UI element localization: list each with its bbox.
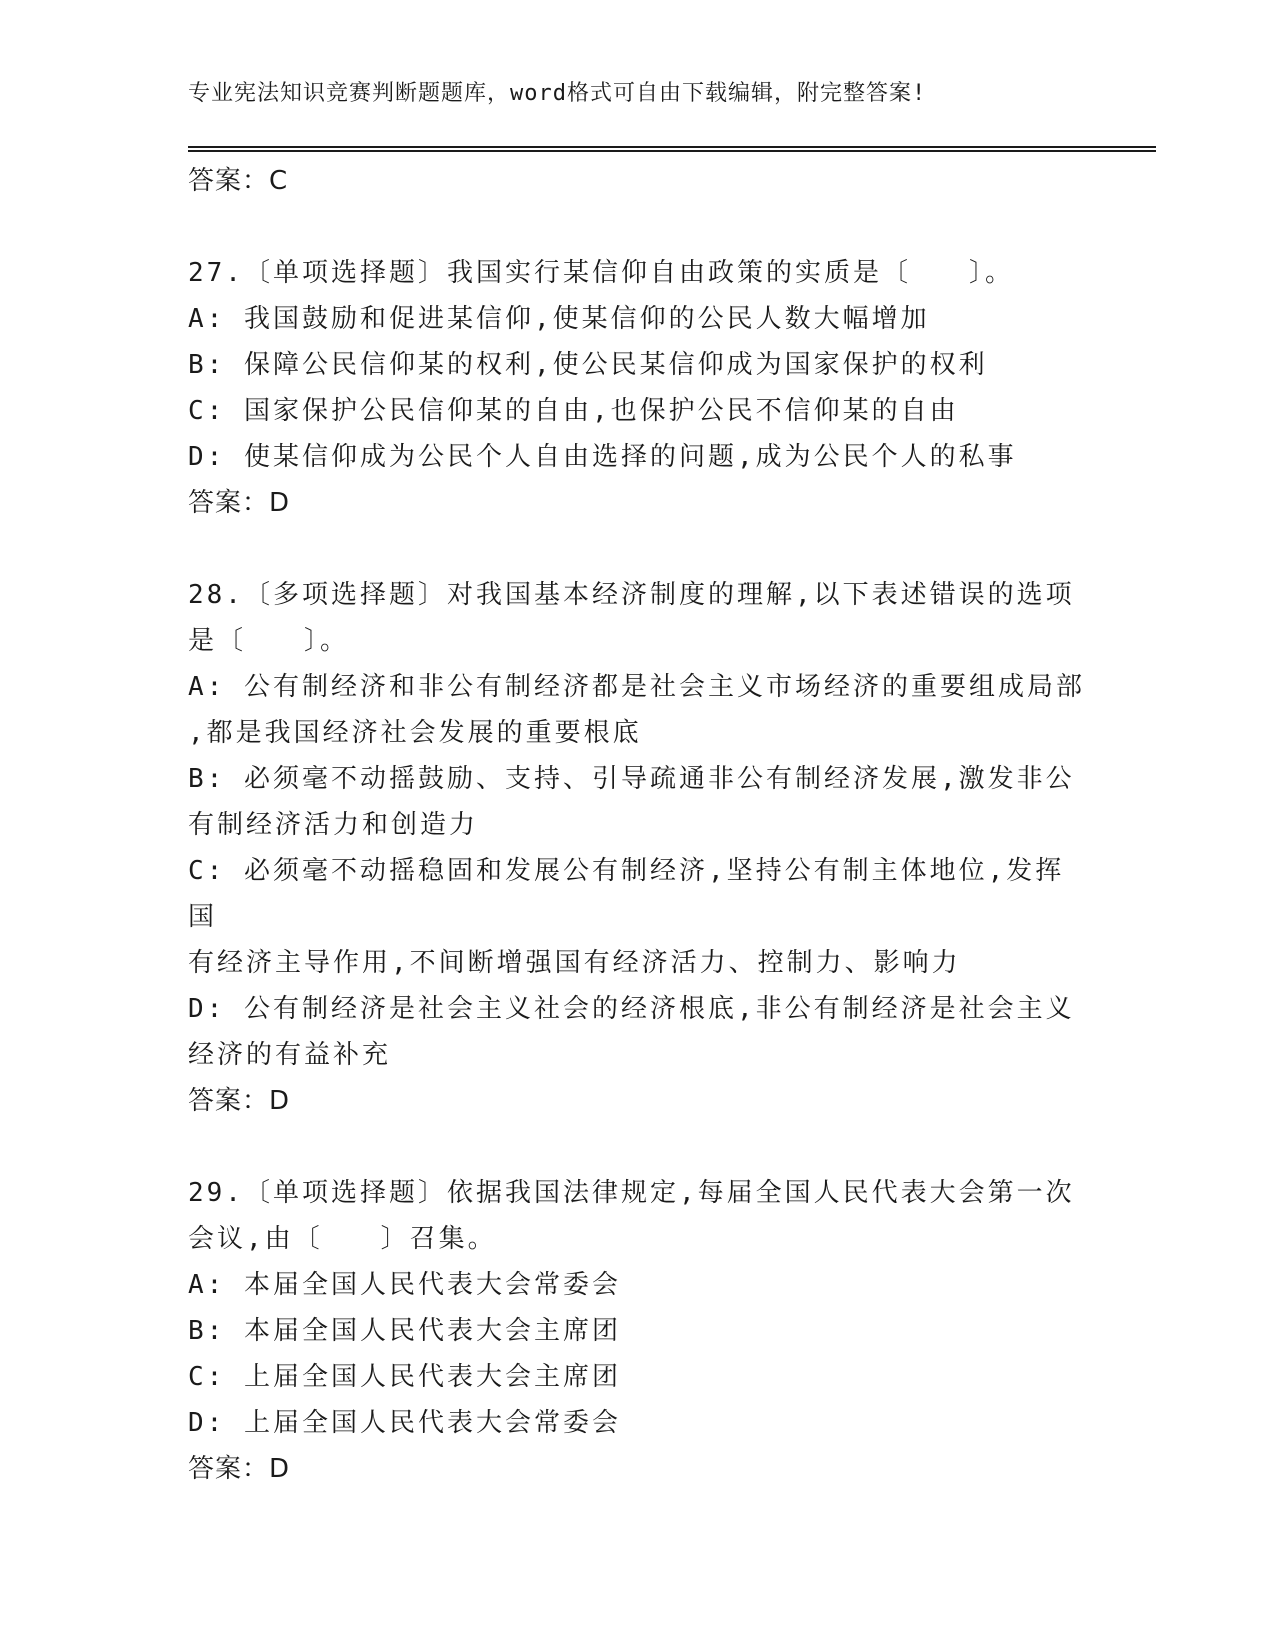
- question-29: [188, 1170, 1088, 1492]
- page-header: 专业宪法知识竞赛判断题题库，word格式可自由下载编辑，附完整答案!: [188, 81, 927, 106]
- option-d-cont: 经济的有益补充: [188, 1040, 392, 1070]
- answer-line: 答案：C: [188, 166, 289, 196]
- question-28: [188, 572, 1088, 1124]
- option-d: D: 公有制经济是社会主义社会的经济根底,非公有制经济是社会主义: [188, 994, 1075, 1024]
- option-d: D: 使某信仰成为公民个人自由选择的问题,成为公民个人的私事: [188, 442, 1017, 472]
- answer-line: 答案：D: [188, 1086, 291, 1116]
- document-body: [188, 158, 1088, 1492]
- option-b-cont: 有制经济活力和创造力: [188, 810, 479, 840]
- option-a-cont: ,都是我国经济社会发展的重要根底: [188, 718, 642, 748]
- option-c-cont: 有经济主导作用,不间断增强国有经济活力、控制力、影响力: [188, 948, 961, 978]
- option-d: D: 上届全国人民代表大会常委会: [188, 1408, 621, 1438]
- answer-line: 答案：D: [188, 1454, 291, 1484]
- question-stem: 29.〔单项选择题〕依据我国法律规定,每届全国人民代表大会第一次: [188, 1178, 1075, 1208]
- question-stem: 28.〔多项选择题〕对我国基本经济制度的理解,以下表述错误的选项: [188, 580, 1075, 610]
- question-stem-cont: 会议,由〔 〕召集。: [188, 1224, 497, 1254]
- question-stem-cont: 是〔 〕。: [188, 626, 350, 656]
- option-a: A: 本届全国人民代表大会常委会: [188, 1270, 621, 1300]
- option-a: A: 我国鼓励和促进某信仰,使某信仰的公民人数大幅增加: [188, 304, 930, 334]
- option-b: B: 必须毫不动摇鼓励、支持、引导疏通非公有制经济发展,激发非公: [188, 764, 1075, 794]
- option-b: B: 保障公民信仰某的权利,使公民某信仰成为国家保护的权利: [188, 350, 988, 380]
- answer-line: 答案：D: [188, 488, 291, 518]
- option-a: A: 公有制经济和非公有制经济都是社会主义市场经济的重要组成局部: [188, 672, 1085, 702]
- question-27: [188, 250, 1088, 526]
- header-rule-top: [188, 146, 1156, 148]
- option-c: C: 上届全国人民代表大会主席团: [188, 1362, 621, 1392]
- option-c: C: 必须毫不动摇稳固和发展公有制经济,坚持公有制主体地位,发挥国: [188, 856, 1065, 932]
- header-rule-bottom: [188, 150, 1156, 152]
- question-stem: 27.〔单项选择题〕我国实行某信仰自由政策的实质是〔 〕。: [188, 258, 1014, 288]
- option-b: B: 本届全国人民代表大会主席团: [188, 1316, 621, 1346]
- option-c: C: 国家保护公民信仰某的自由,也保护公民不信仰某的自由: [188, 396, 959, 426]
